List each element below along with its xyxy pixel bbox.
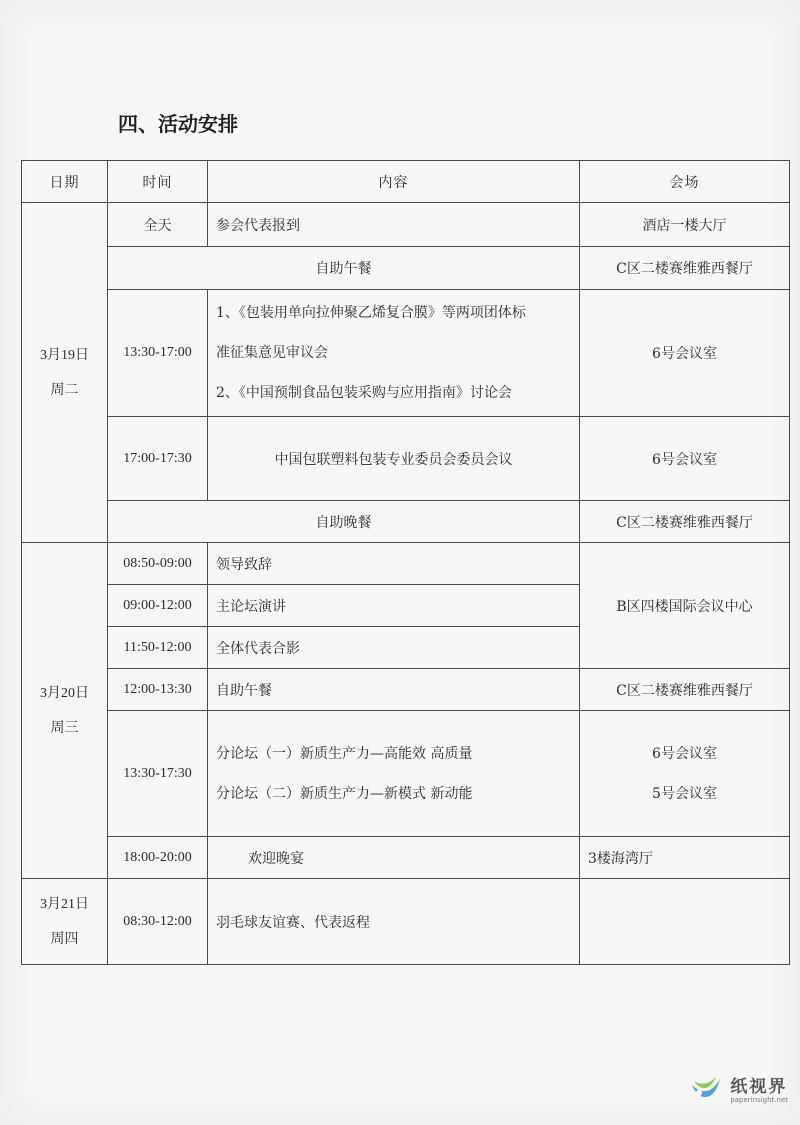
table-row	[22, 247, 790, 290]
venue-cell: 3楼海湾厅	[580, 837, 790, 879]
content-cell: 欢迎晚宴	[208, 837, 580, 879]
content-cell: 羽毛球友谊赛、代表返程	[208, 879, 580, 965]
content-line: 分论坛（一）新质生产力—高能效 高质量	[216, 745, 473, 762]
section-title: 四、活动安排	[118, 112, 238, 136]
content-cell	[208, 711, 580, 837]
content-cell: 中国包联塑料包装专业委员会委员会议	[208, 417, 580, 501]
table-row	[22, 417, 790, 501]
time-cell: 13:30-17:00	[108, 290, 208, 417]
time-cell: 18:00-20:00	[108, 837, 208, 879]
watermark-name: 纸视界	[730, 1076, 788, 1097]
venue-cell: C区二楼赛维雅西餐厅	[580, 501, 790, 543]
content-cell: 全体代表合影	[208, 627, 580, 669]
table-row	[22, 879, 790, 965]
column-header-content: 内容	[208, 161, 580, 203]
weekday-label: 周二	[50, 381, 79, 398]
venue-cell-shared: B区四楼国际会议中心	[580, 543, 790, 669]
content-cell: 自助午餐	[208, 669, 580, 711]
table-header-row	[22, 161, 790, 203]
date-label: 3月21日	[40, 896, 89, 912]
time-cell: 13:30-17:30	[108, 711, 208, 837]
content-line: 1、《包装用单向拉伸聚乙烯复合膜》等两项团体标	[216, 305, 526, 321]
content-cell: 领导致辞	[208, 543, 580, 585]
content-cell: 参会代表报到	[208, 203, 580, 247]
venue-cell: C区二楼赛维雅西餐厅	[580, 247, 790, 290]
time-cell: 12:00-13:30	[108, 669, 208, 711]
venue-cell	[580, 711, 790, 837]
content-line: 2、《中国预制食品包装采购与应用指南》讨论会	[216, 385, 512, 401]
table-row	[22, 290, 790, 417]
column-header-venue: 会场	[580, 161, 790, 203]
weekday-label: 周三	[50, 719, 79, 736]
table-row	[22, 203, 790, 247]
venue-cell	[580, 879, 790, 965]
time-cell: 11:50-12:00	[108, 627, 208, 669]
time-cell: 08:50-09:00	[108, 543, 208, 585]
table-row	[22, 501, 790, 543]
venue-line: 5号会议室	[652, 785, 717, 802]
content-cell: 自助午餐	[108, 247, 580, 290]
time-cell: 08:30-12:00	[108, 879, 208, 965]
time-cell: 全天	[108, 203, 208, 247]
date-label: 3月19日	[40, 347, 89, 363]
content-cell: 主论坛演讲	[208, 585, 580, 627]
table-row	[22, 837, 790, 879]
content-cell	[208, 290, 580, 417]
time-cell: 17:00-17:30	[108, 417, 208, 501]
venue-cell: 6号会议室	[580, 290, 790, 417]
content-line: 分论坛（二）新质生产力—新模式 新动能	[216, 785, 473, 802]
date-cell-day3	[22, 879, 108, 965]
venue-line: 6号会议室	[652, 745, 717, 762]
table-row	[22, 543, 790, 585]
column-header-date: 日期	[22, 161, 108, 203]
content-line: 准征集意见审议会	[216, 345, 328, 361]
schedule-table	[21, 160, 790, 965]
watermark-url: paperinsight.net	[730, 1095, 788, 1104]
paper-insight-logo-icon	[688, 1071, 724, 1111]
table-row	[22, 669, 790, 711]
table-row	[22, 711, 790, 837]
date-cell-day2	[22, 543, 108, 879]
date-cell-day1	[22, 203, 108, 543]
column-header-time: 时间	[108, 161, 208, 203]
venue-cell: 酒店一楼大厅	[580, 203, 790, 247]
weekday-label: 周四	[50, 930, 79, 947]
venue-cell: C区二楼赛维雅西餐厅	[580, 669, 790, 711]
venue-cell: 6号会议室	[580, 417, 790, 501]
date-label: 3月20日	[40, 685, 89, 701]
content-cell: 自助晚餐	[108, 501, 580, 543]
time-cell: 09:00-12:00	[108, 585, 208, 627]
watermark	[688, 1071, 788, 1111]
